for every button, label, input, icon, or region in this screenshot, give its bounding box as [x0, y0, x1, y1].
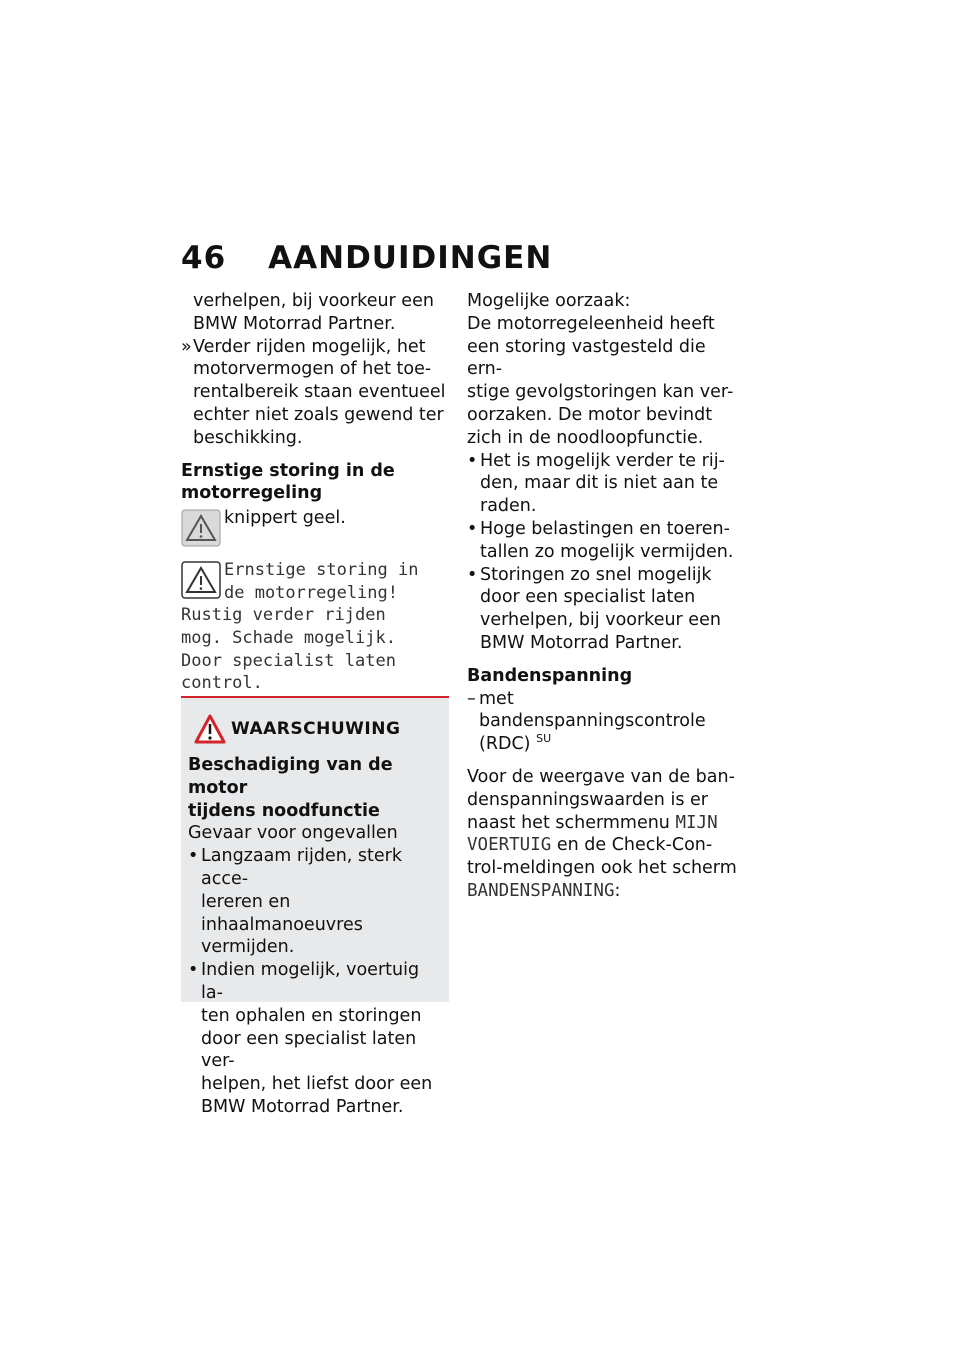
- heading-line: tijdens noodfunctie: [188, 800, 380, 821]
- text-line: met bandenspanningscontrole: [479, 688, 706, 732]
- bullet-icon: •: [467, 450, 478, 471]
- heading-line: Beschadiging van de motor: [188, 755, 393, 798]
- text-line: zich in de noodloopfunctie.: [467, 427, 704, 448]
- display-line: mog. Schade mogelijk.: [181, 627, 396, 648]
- text-line: [479, 733, 742, 756]
- heading-line: motorregeling: [181, 483, 323, 504]
- text-line: trol-meldingen ook het scherm: [467, 858, 737, 879]
- text-line: rentalbereik staan eventueel: [193, 382, 446, 403]
- warning-box: [181, 696, 449, 1117]
- page-title: AANDUIDINGEN: [268, 240, 553, 276]
- text-line: [467, 880, 742, 903]
- text-line: [467, 812, 742, 835]
- text-fragment: :: [614, 880, 621, 901]
- text-line: verhelpen, bij voorkeur een: [193, 291, 434, 311]
- bullet-icon: •: [467, 564, 478, 585]
- display-warning-icon: [181, 561, 221, 599]
- display-message: [181, 559, 451, 695]
- rdc-label: (RDC): [479, 734, 531, 755]
- left-column: [181, 290, 451, 695]
- text-line: Storingen zo snel mogelijk: [480, 564, 712, 585]
- warning-bullet: [188, 959, 443, 1119]
- action-bullet: [467, 564, 742, 655]
- text-line: ten ophalen en storingen: [201, 1005, 422, 1026]
- menu-name: VOERTUIG: [467, 835, 552, 856]
- text-line: verhelpen, bij voorkeur een: [480, 610, 721, 631]
- menu-name: MIJN: [675, 812, 718, 833]
- action-bullet: [467, 518, 742, 564]
- text-line: lereren en inhaalmanoeuvres: [201, 891, 363, 935]
- equipment-note: [467, 688, 742, 756]
- text-line: Indien mogelijk, voertuig la-: [201, 960, 420, 1003]
- warning-light-icon: [181, 509, 221, 547]
- screen-name: BANDENSPANNING: [467, 880, 615, 901]
- text-line: Voor de weergave van de ban-: [467, 766, 735, 787]
- display-line: control.: [181, 673, 263, 694]
- page-header: [181, 240, 552, 276]
- text-fragment: en de Check-Con-: [551, 835, 713, 856]
- right-column: [467, 290, 742, 903]
- text-line: BMW Motorrad Partner.: [480, 632, 683, 653]
- text-line: BMW Motorrad Partner.: [193, 313, 396, 334]
- warning-bullet: [188, 845, 443, 959]
- text-fragment: naast het schermmenu: [467, 812, 676, 833]
- warning-label: WAARSCHUWING: [231, 719, 401, 739]
- bullet-icon: •: [467, 518, 478, 539]
- warning-triangle-icon: [194, 714, 226, 744]
- text-line: Langzaam rijden, sterk acce-: [201, 846, 403, 889]
- text-line: tallen zo mogelijk vermijden.: [480, 541, 734, 562]
- dash-icon: –: [467, 688, 476, 709]
- continued-text: [181, 290, 451, 336]
- action-bullet: [467, 450, 742, 518]
- text-line: den, maar dit is niet aan te: [480, 473, 719, 494]
- text-line: [467, 834, 742, 857]
- display-line: Door specialist laten: [181, 650, 396, 671]
- text-line: Verder rijden mogelijk, het: [193, 336, 426, 357]
- display-first-lines: [181, 559, 451, 604]
- text-line: oorzaken. De motor bevindt: [467, 404, 713, 425]
- indicator-text: knippert geel.: [224, 508, 346, 529]
- bullet-icon: •: [188, 846, 199, 867]
- result-arrow-icon: »: [181, 336, 192, 357]
- section-heading: [181, 460, 451, 506]
- text-line: Het is mogelijk verder te rij-: [480, 450, 725, 471]
- text-line: raden.: [480, 496, 537, 517]
- display-line: Ernstige storing in: [224, 560, 419, 581]
- text-line: een storing vastgesteld die ern-: [467, 336, 706, 380]
- text-line: vermijden.: [201, 937, 295, 958]
- text-line: Hoge belastingen en toeren-: [480, 518, 730, 539]
- warning-subtitle: Gevaar voor ongevallen: [188, 823, 398, 844]
- equipment-code: SU: [536, 732, 552, 746]
- bullet-icon: •: [188, 960, 199, 981]
- text-line: door een specialist laten ver-: [201, 1028, 417, 1072]
- warning-title: [188, 714, 443, 754]
- text-line: De motorregeleenheid heeft: [467, 313, 715, 334]
- text-line: beschikking.: [193, 427, 303, 448]
- display-line: de motorregeling!: [224, 582, 398, 603]
- text-line: denspanningswaarden is er: [467, 789, 708, 810]
- text-line: helpen, het liefst door een: [201, 1074, 433, 1095]
- text-line: BMW Motorrad Partner.: [201, 1096, 404, 1117]
- tire-pressure-paragraph: [467, 766, 742, 903]
- text-line: stige gevolgstoringen kan ver-: [467, 382, 734, 403]
- text-line: motorvermogen of het toe-: [193, 359, 432, 380]
- result-item: [181, 336, 451, 450]
- cause-title: Mogelijke oorzaak:: [467, 291, 631, 311]
- text-line: echter niet zoals gewend ter: [193, 404, 444, 425]
- text-line: door een specialist laten: [480, 587, 696, 608]
- heading-line: Ernstige storing in de: [181, 460, 395, 481]
- cause-text: [467, 313, 742, 450]
- warning-heading: [188, 754, 443, 822]
- display-line: Rustig verder rijden: [181, 605, 386, 626]
- indicator-row: [181, 507, 451, 547]
- page-number: 46: [181, 240, 227, 276]
- tire-pressure-heading: Bandenspanning: [467, 665, 633, 686]
